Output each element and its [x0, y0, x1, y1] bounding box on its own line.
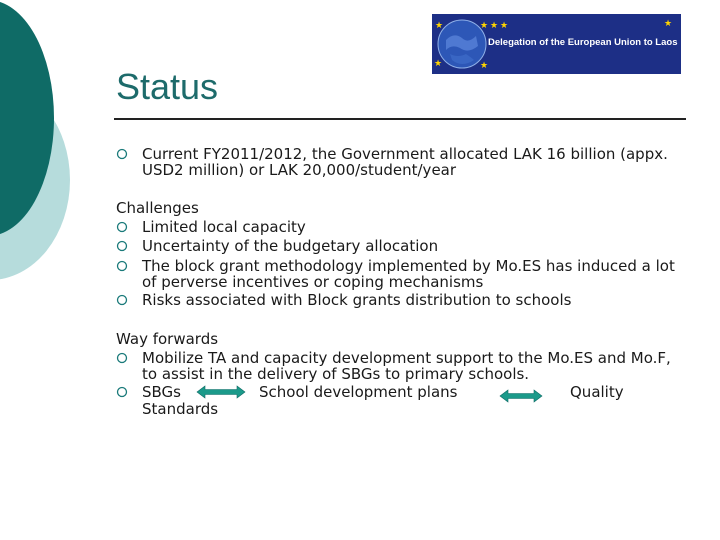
svg-text:★: ★: [480, 21, 489, 31]
svg-text:★: ★: [490, 21, 499, 31]
title-divider: [114, 118, 686, 120]
intro-text: Current FY2011/2012, the Government allocated LAK 16 billion (appx. USD2 million) or LAK 20,000/student/year: [142, 145, 668, 179]
ring-bullet-icon: [116, 386, 128, 398]
challenges-heading: Challenges: [116, 199, 199, 217]
challenge-text: Limited local capacity: [142, 218, 306, 236]
double-arrow-icon: [499, 389, 543, 403]
flow-step-plans: School development plans: [259, 383, 458, 401]
svg-text:★: ★: [500, 21, 509, 31]
flow-step-quality: Quality: [570, 383, 624, 401]
svg-text:★: ★: [434, 59, 443, 69]
way-forward-text: Mobilize TA and capacity development support to the Mo.ES and Mo.F, to assist in the delivery of SBGs to primary schools.: [142, 349, 671, 383]
double-arrow-icon: [196, 385, 246, 399]
ring-bullet-icon: [116, 352, 128, 364]
banner-text: Delegation of the European Union to Laos: [488, 37, 678, 48]
slide-title: Status: [116, 66, 219, 107]
svg-text:★: ★: [480, 61, 489, 71]
svg-text:★: ★: [435, 21, 444, 31]
ring-bullet-icon: [116, 294, 128, 306]
ring-bullet-icon: [116, 148, 128, 160]
way-forwards-heading: Way forwards: [116, 330, 219, 348]
svg-text:★: ★: [664, 19, 673, 29]
ring-bullet-icon: [116, 221, 128, 233]
challenge-text: Uncertainty of the budgetary allocation: [142, 237, 439, 255]
flow-step-standards: Standards: [142, 400, 219, 418]
ring-bullet-icon: [116, 260, 128, 272]
ring-bullet-icon: [116, 240, 128, 252]
eu-delegation-banner: [432, 14, 681, 74]
flow-step-sbgs: SBGs: [142, 383, 181, 401]
challenge-text: The block grant methodology implemented by Mo.ES has induced a lot of perverse incentives or coping mechanisms: [142, 257, 675, 291]
challenge-text: Risks associated with Block grants distribution to schools: [142, 291, 572, 309]
decorative-circles: [0, 0, 90, 540]
